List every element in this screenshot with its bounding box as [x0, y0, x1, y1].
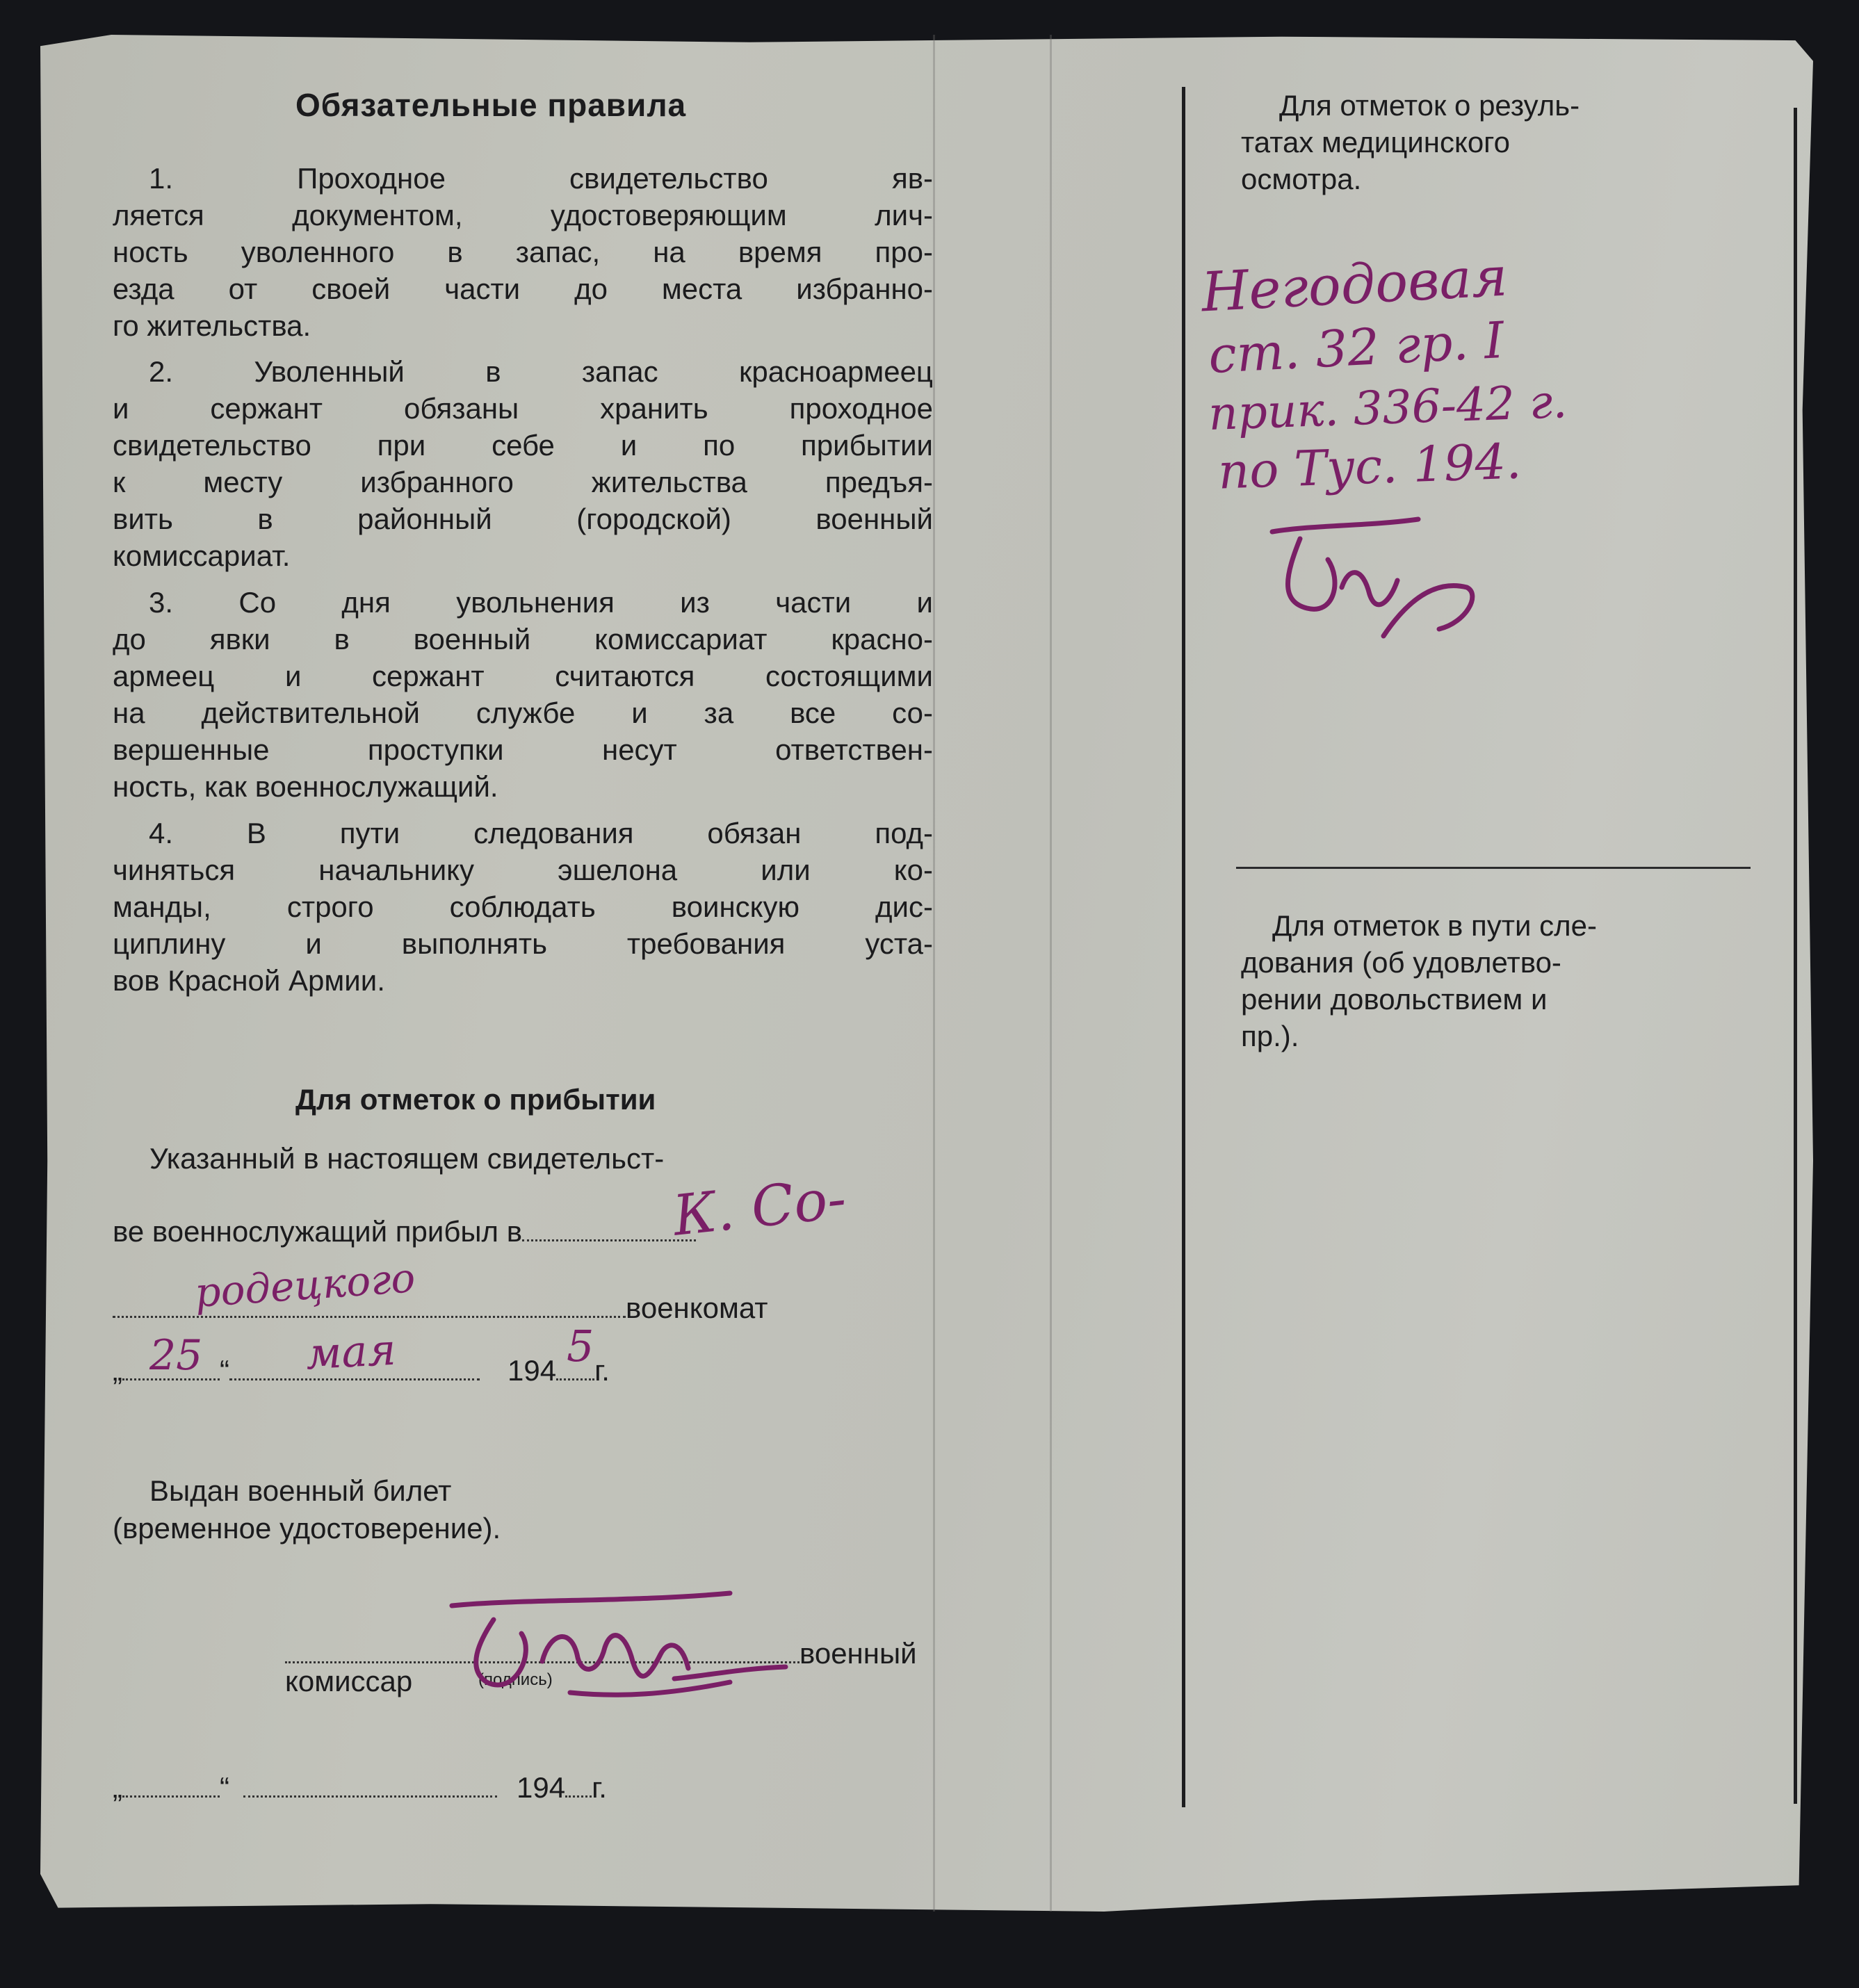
podpis-label: (подпись) [478, 1670, 553, 1689]
fold-crease [1050, 35, 1052, 1912]
medical-signature [1258, 511, 1495, 650]
hw-medical-line: Негодовая [1199, 245, 1509, 325]
rule-line: ность уволенного в запас, на время про- [113, 236, 933, 268]
column-divider-left [1182, 87, 1185, 1807]
hw-day: 25 [149, 1331, 203, 1380]
commissar-signature [438, 1578, 799, 1710]
rule-line: 3. Со дня увольнения из части и [149, 586, 933, 619]
rule-line: ляется документом, удостоверяющим лич- [113, 199, 933, 231]
fold-crease [933, 35, 935, 1912]
open-quote: „ [113, 1354, 122, 1387]
rule-line: на действительной службе и за все со- [113, 696, 933, 729]
rule-line: циплину и выполнять требования уста- [113, 927, 933, 960]
close-quote: “ [220, 1354, 229, 1387]
section-divider [1236, 867, 1751, 869]
route-header-line: Для отметок в пути сле- [1272, 909, 1597, 942]
medical-header-line: Для отметок о резуль- [1279, 89, 1580, 122]
arrival-line-2-text: ве военнослужащий прибыл в [113, 1215, 523, 1248]
ticket-line-2: (временное удостоверение). [113, 1512, 501, 1545]
medical-header [1241, 87, 1580, 197]
voenkomat-label: военкомат [626, 1292, 768, 1324]
close-quote-2: “ [220, 1771, 229, 1804]
rule-line: вов Красной Армии. [113, 964, 385, 997]
year-blank-2 [565, 1770, 592, 1798]
medical-header-line: осмотра. [1241, 163, 1362, 195]
rule-line: чиняться начальнику эшелона или ко- [113, 854, 933, 886]
arrival-line-2 [113, 1213, 696, 1250]
route-header-line: дования (об удовлетво- [1241, 946, 1561, 979]
rule-line: к месту избранного жительства предъя- [113, 466, 933, 498]
rules-title: Обязательные правила [295, 87, 687, 123]
hw-medical-line: по Тус. 194. [1217, 432, 1523, 500]
hw-place-1: К. Со- [669, 1166, 850, 1248]
rule-line: езда от своей части до места избранно- [113, 272, 933, 305]
day-blank-2 [122, 1770, 220, 1798]
year-suffix: г. [594, 1354, 610, 1387]
rule-line: манды, строго соблюдать воинскую дис- [113, 890, 933, 923]
arrival-line-1: Указанный в настоящем свидетельст- [149, 1142, 665, 1175]
rule-line: го жительства. [113, 309, 311, 342]
voenny-label: военный [799, 1637, 917, 1670]
rule-line: армеец и сержант считаются состоящими [113, 660, 933, 692]
rule-line: до явки в военный комиссариат красно- [113, 623, 933, 655]
year-suffix-2: г. [592, 1771, 607, 1804]
rule-line: вить в районный (городской) военный [113, 503, 933, 535]
rule-line: 2. Уволенный в запас красноармеец [149, 355, 933, 388]
arrival-place-blank [522, 1214, 696, 1241]
ticket-line-1: Выдан военный билет [149, 1474, 452, 1507]
year-prefix: 194 [508, 1354, 557, 1387]
rule-4 [113, 815, 933, 999]
rule-1 [113, 160, 933, 344]
route-header-line: пр.). [1241, 1020, 1299, 1052]
rule-3 [113, 584, 933, 805]
rule-line: ность, как военнослужащий. [113, 770, 498, 803]
route-header-line: рении довольствием и [1241, 983, 1548, 1016]
arrival-title: Для отметок о прибытии [295, 1083, 656, 1116]
medical-header-line: татах медицинского [1241, 126, 1510, 158]
hw-medical-line: ст. 32 гр. I [1207, 310, 1506, 385]
rule-2 [113, 353, 933, 574]
month-blank-2 [243, 1770, 497, 1798]
hw-medical-line: прик. 336-42 г. [1207, 375, 1568, 441]
column-divider-right [1794, 108, 1797, 1804]
komissar-label: комиссар [285, 1665, 413, 1697]
rule-line: вершенные проступки несут ответствен- [113, 733, 933, 766]
open-quote-2: „ [113, 1771, 122, 1804]
hw-year-digit: 5 [567, 1321, 594, 1371]
year-prefix-2: 194 [517, 1771, 566, 1804]
route-header [1241, 907, 1597, 1054]
hw-month: мая [305, 1323, 398, 1380]
date-line-2 [113, 1769, 607, 1806]
rule-line: 1. Проходное свидетельство яв- [149, 162, 933, 195]
hw-place-2: родецкого [193, 1254, 417, 1317]
rule-line: 4. В пути следования обязан под- [149, 817, 933, 849]
rule-line: и сержант обязаны хранить проходное [113, 392, 933, 425]
rule-line: комиссариат. [113, 539, 291, 572]
rule-line: свидетельство при себе и по прибытии [113, 429, 933, 462]
